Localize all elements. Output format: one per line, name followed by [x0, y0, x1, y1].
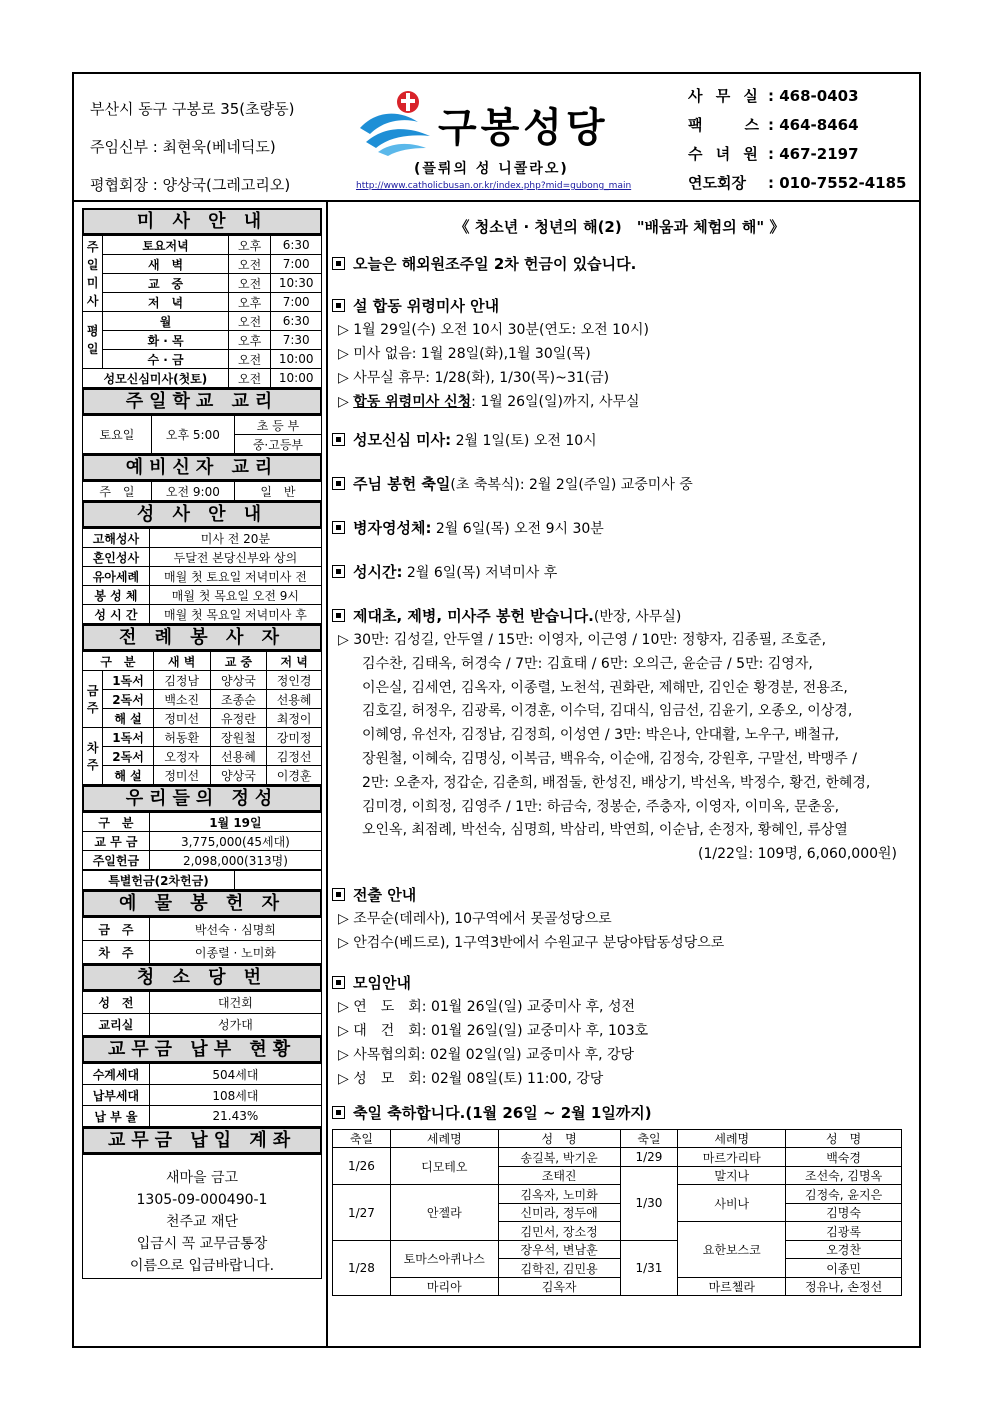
text-line: 2만: 오춘자, 정갑순, 김춘희, 배점둘, 한성진, 배상기, 박선옥, 박정수, 황건, 한혜경, [362, 774, 871, 791]
table-cell: 백소진 [153, 690, 210, 709]
feast-cell: 축일 [620, 1129, 678, 1148]
text-line: : 1월 26일(일)까지, 사무실 [471, 394, 640, 410]
donors-table [82, 917, 322, 964]
table-cell: 2,098,000(313명) [149, 851, 321, 870]
text-line: ▷ 안검수(베드로), 1구역3반에서 수원교구 분당야탑동성당으로 [338, 934, 725, 951]
table-row [83, 1064, 322, 1085]
table-row [83, 369, 322, 388]
text-line: ▷ 사무실 휴무: 1/28(화), 1/30(목)~31(금) [338, 370, 610, 386]
text-line: (반장, 사무실) [593, 609, 682, 625]
text-line: 제대초, 제병, 미사주 봉헌 받습니다. [353, 607, 594, 625]
offering-table [82, 812, 322, 870]
table-cell: 10:00 [271, 369, 322, 388]
text-line: 모임안내 [353, 973, 411, 992]
table-cell: 유아세례 [83, 567, 150, 586]
feast-cell: 김옥자, 노미화 [498, 1185, 620, 1204]
feast-cell: 김광록 [786, 1222, 902, 1241]
weekday-mass-label: 평 일 [83, 312, 103, 369]
mass-schedule-table [82, 235, 322, 388]
table-cell: 성 전 [83, 992, 150, 1014]
contact-yeondo [688, 169, 906, 198]
table-cell: 혼인성사 [83, 548, 150, 567]
text-line: ▷ 연 도 회: 01월 26일(일) 교중미사 후, 성전 [338, 998, 635, 1015]
table-row [83, 605, 322, 624]
table-cell: 수 · 금 [103, 350, 229, 369]
servers-title: 전 례 봉 사 자 [82, 624, 322, 651]
table-row [83, 690, 322, 709]
feast-cell: 세례명 [390, 1129, 498, 1148]
table-row [83, 567, 322, 586]
table-cell: 1독서 [103, 671, 154, 690]
feast-cell: 토마스아퀴나스 [390, 1240, 498, 1277]
text-line: ▷ 조무순(데레사), 10구역에서 못골성당으로 [338, 910, 612, 927]
church-logo [356, 84, 686, 199]
feast-cell: 1/31 [620, 1240, 678, 1296]
church-info [90, 90, 295, 204]
table-cell: 강미정 [267, 728, 322, 747]
text-line: 오인옥, 최점례, 박선숙, 심명희, 박삼리, 박연희, 이순남, 손정자, 황혜인, 류상열 [362, 822, 848, 839]
year-theme: 《 청소년 · 청년의 해(2) "배움과 체험의 해" 》 [454, 218, 785, 236]
table-row [83, 671, 322, 690]
donation-total: (1/22일: 109명, 6,060,000원) [698, 846, 897, 863]
table-cell: 해 설 [103, 766, 154, 785]
text-line: 성시간: [353, 563, 403, 581]
table-cell: 김정선 [267, 747, 322, 766]
table-cell: 오후 [228, 331, 271, 350]
table-cell: 저 녁 [267, 652, 322, 671]
sick-communion [332, 516, 907, 541]
table-cell: 새 벽 [153, 652, 210, 671]
table-cell: 2독서 [103, 747, 154, 766]
holy-hour [332, 560, 907, 585]
table-cell: 오후 [228, 293, 271, 312]
table-cell [234, 871, 321, 890]
church-patron: (플뤼의 성 니콜라오) [414, 161, 569, 177]
feast-cell: 사비나 [678, 1185, 786, 1222]
left-column [82, 208, 322, 1279]
text-line: 김수찬, 김태옥, 허경숙 / 7만: 김효태 / 6만: 오의근, 윤순금 / 5만: 김영자, [362, 655, 813, 672]
table-cell: 미사 전 20분 [149, 529, 321, 548]
table-row [83, 832, 322, 851]
bullet-square-icon [332, 609, 345, 622]
text-line: 2월 6일(목) 오전 9시 30분 [431, 521, 604, 537]
table-cell: 봉 성 체 [83, 586, 150, 605]
sunday-mass-label: 주 일 미 사 [83, 236, 103, 312]
text-line: ▷ 성 모 회: 02월 08일(토) 11:00, 강당 [338, 1070, 604, 1087]
table-cell: 조종순 [210, 690, 267, 709]
text-line: 2월 6일(목) 저녁미사 후 [402, 565, 558, 581]
table-cell: 양상국 [210, 766, 267, 785]
feast-cell: 말지나 [678, 1166, 786, 1185]
table-cell: 7:30 [271, 331, 322, 350]
sacrament-table [82, 528, 322, 624]
table-cell: 주 일 [83, 482, 152, 501]
table-row [83, 482, 322, 501]
table-row [83, 813, 322, 832]
table-cell: 1월 19일 [149, 813, 321, 832]
table-cell: 7:00 [271, 255, 322, 274]
next-week-label: 차 주 [83, 728, 103, 785]
table-cell: 금 주 [83, 918, 150, 941]
text-line: : 010-7552-4185 [768, 174, 907, 192]
text-line: ▷ 대 건 회: 01월 26일(일) 교중미사 후, 103호 [338, 1022, 649, 1039]
table-row [83, 918, 322, 941]
table-cell: 주일헌금 [83, 851, 150, 870]
table-row [83, 747, 322, 766]
bulletin-header [74, 74, 919, 202]
church-address: 부산시 동구 구봉로 35(초량동) [90, 100, 295, 118]
table-cell: 해 설 [103, 709, 154, 728]
sunday-school-title: 주일학교 교리 [82, 388, 322, 415]
contact-office [688, 82, 906, 111]
table-cell: 3,775,000(45세대) [149, 832, 321, 851]
feast-cell: 신미라, 정두애 [498, 1203, 620, 1222]
feast-cell: 이종민 [786, 1259, 902, 1278]
table-row [83, 1106, 322, 1127]
table-cell: 6:30 [271, 236, 322, 255]
text-line: ▷ 사목협의회: 02월 02일(일) 교중미사 후, 강당 [338, 1046, 635, 1063]
table-cell: 양상국 [210, 671, 267, 690]
table-row [333, 1277, 902, 1296]
table-cell: 최정이 [267, 709, 322, 728]
table-cell: 대건회 [149, 992, 321, 1014]
text-line: 2월 1일(토) 오전 10시 [451, 433, 597, 449]
table-row [83, 350, 322, 369]
feast-cell: 송길복, 박기운 [498, 1148, 620, 1167]
table-cell: 저 녁 [103, 293, 229, 312]
table-row [83, 709, 322, 728]
bullet-square-icon [332, 433, 345, 446]
text-line: 연도회장 [688, 174, 746, 192]
table-cell: 이종렬 · 노미화 [149, 941, 321, 964]
table-cell: 구 분 [83, 813, 150, 832]
table-cell: 오전 [228, 255, 271, 274]
feast-cell: 1/30 [620, 1166, 678, 1240]
table-cell: 매월 첫 목요일 저녁미사 후 [149, 605, 321, 624]
special-offering-table [82, 870, 322, 890]
table-row [333, 1240, 902, 1259]
text-line: 축일 축하합니다.(1월 26일 ~ 2월 1일까지) [353, 1103, 652, 1122]
table-row [83, 236, 322, 255]
feast-cell: 김옥자 [498, 1277, 620, 1296]
donation-list [332, 629, 907, 867]
table-cell: 10:00 [271, 350, 322, 369]
mass-title: 미 사 안 내 [82, 208, 322, 235]
table-cell: 오전 [228, 369, 271, 388]
feast-greeting [332, 1101, 907, 1125]
table-cell: 토요저녁 [103, 236, 229, 255]
table-cell: 초 등 부 [234, 416, 321, 435]
table-row [83, 586, 322, 605]
table-row [333, 1185, 902, 1204]
feast-cell: 요한보스코 [678, 1222, 786, 1278]
feast-cell: 오경찬 [786, 1240, 902, 1259]
table-cell: 허동환 [153, 728, 210, 747]
table-cell: 매월 첫 토요일 저녁미사 전 [149, 567, 321, 586]
table-cell: 성가대 [149, 1014, 321, 1036]
account-info: 새마을 금고 1305-09-000490-1 천주교 재단 입금시 꼭 교무금통장 이름으로 입금바랍니다. [82, 1154, 322, 1279]
pastor-name: 주임신부 : 최현욱(베네딕도) [90, 138, 276, 156]
table-cell: 교 무 금 [83, 832, 150, 851]
table-cell: 유정란 [210, 709, 267, 728]
text-line: : 467-2197 [768, 145, 859, 163]
table-cell: 선용혜 [210, 747, 267, 766]
table-cell: 오전 [228, 350, 271, 369]
text-line: 설 합동 위령미사 안내 [353, 297, 500, 315]
text-line: 전출 안내 [353, 885, 417, 904]
bullet-square-icon [332, 1106, 345, 1119]
table-row [83, 416, 322, 435]
feast-cell: 장우석, 변남훈 [498, 1240, 620, 1259]
memorial-registration [332, 390, 907, 414]
table-cell: 6:30 [271, 312, 322, 331]
feast-cell: 김민서, 장소정 [498, 1222, 620, 1241]
dues-title: 교무금 납부 현황 [82, 1036, 322, 1063]
this-week-label: 금 주 [83, 671, 103, 728]
table-cell: 오후 [228, 236, 271, 255]
table-cell: 오전 9:00 [151, 482, 234, 501]
feast-cell: 1/26 [333, 1148, 391, 1185]
column-divider [326, 202, 328, 1348]
feast-cell: 백숙경 [786, 1148, 902, 1167]
table-row [83, 331, 322, 350]
table-cell: 매월 첫 목요일 오전 9시 [149, 586, 321, 605]
feast-cell: 김정숙, 윤지은 [786, 1185, 902, 1204]
bulletin-page [72, 72, 921, 1348]
table-cell: 구 분 [83, 652, 154, 671]
table-cell: 교 중 [210, 652, 267, 671]
feast-cell: 1/28 [333, 1240, 391, 1296]
text-line: 사 무 실 [688, 87, 762, 105]
table-cell: 월 [103, 312, 229, 331]
table-cell: 108세대 [149, 1085, 321, 1106]
text-line: 합동 위령미사 신청 [353, 394, 472, 410]
table-cell: 정인경 [267, 671, 322, 690]
contact-list [688, 82, 906, 198]
table-row [83, 851, 322, 870]
meeting-notice [332, 971, 907, 995]
council-president: 평협회장 : 양상국(그레고리오) [90, 176, 291, 194]
feast-cell: 마르첼라 [678, 1277, 786, 1296]
table-row [83, 1085, 322, 1106]
text-line: 오늘은 해외원조주일 2차 헌금이 있습니다. [353, 255, 637, 273]
table-cell: 성모신심미사(첫토) [83, 369, 229, 388]
table-cell: 정미선 [153, 766, 210, 785]
table-cell: 이경훈 [267, 766, 322, 785]
text-line: 성모신심 미사: [353, 431, 452, 449]
table-cell: 오정자 [153, 747, 210, 766]
table-row [83, 274, 322, 293]
feast-cell: 안젤라 [390, 1185, 498, 1241]
catechumen-title: 예비신자 교리 [82, 454, 322, 481]
bullet-square-icon [332, 565, 345, 578]
contact-fax [688, 111, 906, 140]
table-cell: 고해성사 [83, 529, 150, 548]
table-cell: 504세대 [149, 1064, 321, 1085]
bullet-square-icon [332, 521, 345, 534]
table-row [83, 652, 322, 671]
feast-cell: 정유나, 손정선 [786, 1277, 902, 1296]
account-title: 교무금 납입 계좌 [82, 1127, 322, 1154]
table-row [83, 548, 322, 567]
table-row [83, 1014, 322, 1036]
donors-title: 예 물 봉 헌 자 [82, 890, 322, 917]
table-cell: 화 · 목 [103, 331, 229, 350]
text-line: 이은실, 김세연, 김옥자, 이종렬, 노천석, 권화란, 제해만, 김인순 황경분, 전용조, [362, 679, 848, 696]
table-row [83, 255, 322, 274]
feast-cell: 마르가리타 [678, 1148, 786, 1167]
church-name: 구봉성당 [438, 105, 609, 151]
logo-emblem-icon [356, 88, 436, 158]
feast-cell: 조태진 [498, 1166, 620, 1185]
text-line: 김미경, 이희정, 김영주 / 1만: 하금숙, 정봉순, 주충자, 이영자, 이미옥, 문춘옹, [362, 798, 840, 815]
catechumen-table [82, 481, 322, 501]
table-row [83, 871, 322, 890]
dues-table [82, 1063, 322, 1127]
text-line: ▷ 30만: 김성길, 안두열 / 15만: 이영자, 이근영 / 10만: 정향자, 김종필, 조호준, [338, 632, 827, 648]
feast-cell: 김학진, 김민용 [498, 1259, 620, 1278]
feast-cell: 1/29 [620, 1148, 678, 1167]
cleaning-table [82, 991, 322, 1036]
feast-cell: 김명숙 [786, 1203, 902, 1222]
sunday-school-table [82, 415, 322, 454]
table-cell: 납 부 율 [83, 1106, 150, 1127]
bullet-square-icon [332, 477, 345, 490]
feast-cell: 1/27 [333, 1185, 391, 1241]
feast-cell: 성 명 [786, 1129, 902, 1148]
table-cell: 두달전 본당신부와 상의 [149, 548, 321, 567]
text-line: 팩 스 [688, 116, 763, 134]
servers-table [82, 651, 322, 785]
feast-cell: 세례명 [678, 1129, 786, 1148]
table-cell: 수계세대 [83, 1064, 150, 1085]
table-cell: 10:30 [271, 274, 322, 293]
feast-cell: 디모테오 [390, 1148, 498, 1185]
text-line: ▷ [338, 394, 354, 410]
table-cell: 오후 5:00 [151, 416, 234, 454]
text-line: 김호길, 허정우, 김광록, 이경훈, 이수덕, 김대식, 임금선, 김윤기, 오종오, 이상경, [362, 703, 853, 720]
table-row [83, 293, 322, 312]
table-cell: 특별헌금(2차헌금) [83, 871, 235, 890]
table-row [83, 312, 322, 331]
table-cell: 장원철 [210, 728, 267, 747]
table-cell: 오전 [228, 312, 271, 331]
table-row [333, 1129, 902, 1148]
table-row [83, 992, 322, 1014]
table-cell: 오전 [228, 274, 271, 293]
text-line: 병자영성체: [353, 519, 432, 537]
table-cell: 선용혜 [267, 690, 322, 709]
cleaning-title: 청 소 당 번 [82, 964, 322, 991]
sacred-heart-mass [332, 428, 907, 453]
table-cell: 일 반 [234, 482, 321, 501]
text-line: : 468-0403 [768, 87, 859, 105]
table-cell: 김정남 [153, 671, 210, 690]
table-row [83, 529, 322, 548]
table-cell: 중·고등부 [234, 435, 321, 454]
feast-cell: 축일 [333, 1129, 391, 1148]
text-line: 이혜영, 유선자, 김정남, 김정희, 이성연 / 3만: 박은나, 안대활, 노우구, 배철규, [362, 727, 840, 744]
right-column [332, 216, 907, 1296]
table-cell: 교리실 [83, 1014, 150, 1036]
offering-title: 우리들의 정성 [82, 785, 322, 812]
table-cell: 교 중 [103, 274, 229, 293]
table-row [83, 941, 322, 964]
text-line: ▷ 1월 29일(수) 오전 10시 30분(연도: 오전 10시) [338, 322, 649, 338]
transfer-notice [332, 883, 907, 907]
bullet-square-icon [332, 976, 345, 989]
feast-day-table [332, 1129, 902, 1297]
table-cell: 정미선 [153, 709, 210, 728]
church-website-link[interactable]: http://www.catholicbusan.or.kr/index.php?mid=gubong_main [356, 181, 632, 191]
table-cell: 성 시 간 [83, 605, 150, 624]
text-line: 수 녀 원 [688, 145, 762, 163]
feast-cell: 성 명 [498, 1129, 620, 1148]
table-cell: 1독서 [103, 728, 154, 747]
sacrament-title: 성 사 안 내 [82, 501, 322, 528]
table-cell: 박선숙 · 심명희 [149, 918, 321, 941]
altar-donation [332, 604, 907, 629]
text-line: ▷ 미사 없음: 1월 28일(화),1월 30일(목) [338, 346, 591, 362]
notice-collection [332, 252, 907, 276]
bullet-square-icon [332, 299, 345, 312]
bullet-square-icon [332, 888, 345, 901]
table-cell: 차 주 [83, 941, 150, 964]
contact-convent [688, 140, 906, 169]
table-cell: 2독서 [103, 690, 154, 709]
presentation-feast [332, 472, 907, 497]
table-row [333, 1148, 902, 1167]
text-line: : 464-8464 [768, 116, 859, 134]
text-line: 장원철, 이혜숙, 김명싱, 이복금, 백유숙, 이순애, 김정숙, 강원후, 구말선, 박맹주 / [362, 750, 857, 767]
table-cell: 21.43% [149, 1106, 321, 1127]
text-line: (초 축복식): 2월 2일(주일) 교중미사 중 [450, 477, 693, 493]
feast-cell: 마리아 [390, 1277, 498, 1296]
bullet-square-icon [332, 257, 345, 270]
table-cell: 납부세대 [83, 1085, 150, 1106]
table-cell: 토요일 [83, 416, 152, 454]
table-cell: 7:00 [271, 293, 322, 312]
text-line: 주님 봉헌 축일 [353, 475, 451, 493]
feast-cell: 조선숙, 김명옥 [786, 1166, 902, 1185]
lunar-memorial-mass [332, 294, 907, 318]
table-row [83, 766, 322, 785]
table-row [83, 728, 322, 747]
table-cell: 새 벽 [103, 255, 229, 274]
